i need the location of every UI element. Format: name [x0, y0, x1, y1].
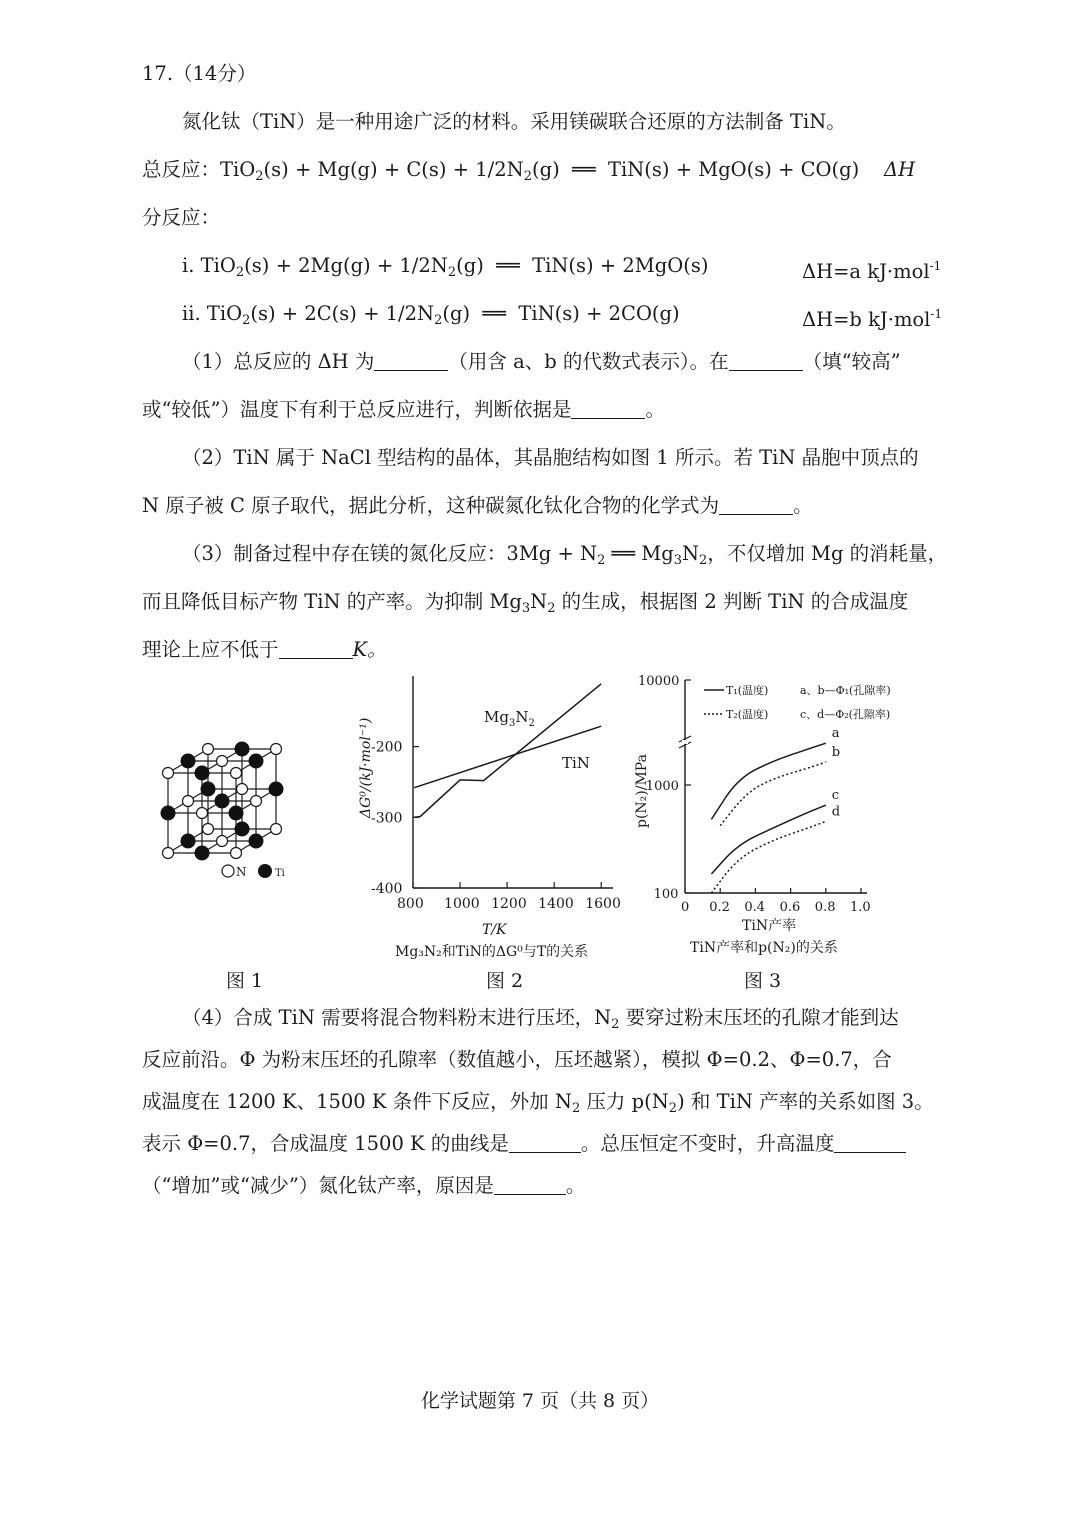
fig2-x-tick-label: 1000: [444, 896, 480, 912]
fig3-xlabel: TiN产率: [742, 918, 797, 934]
fig3-ylabel: p(N₂)/MPa: [634, 754, 650, 828]
figure2-chart: [350, 668, 630, 968]
fig2-x-tick-label: 1200: [491, 896, 527, 912]
fig2-xlabel: T/K: [482, 922, 507, 938]
ti-atom: [249, 754, 264, 769]
ti-atom: [229, 806, 244, 821]
fig3-y-tick-label: 1000: [645, 779, 679, 794]
fig3-y-tick-label: 10000: [638, 674, 680, 689]
answer-blank[interactable]: [571, 398, 645, 419]
figure2-caption: 图 2: [486, 970, 524, 992]
n-atom: [231, 848, 242, 859]
n-atom: [251, 796, 262, 807]
n-atom: [163, 768, 174, 779]
n-atom: [203, 744, 214, 755]
ti-atom: [181, 754, 196, 769]
fig3-x-tick-label: 0: [681, 900, 690, 915]
fig3-series-a: [711, 743, 825, 819]
part1-line1: （1）总反应的 ΔH 为 （用含 a、b 的代数式表示）。在 （填“较高”: [182, 350, 901, 373]
answer-blank[interactable]: [729, 350, 803, 371]
intro-text: 氮化钛（TiN）是一种用途广泛的材料。采用镁碳联合还原的方法制备 TiN。: [182, 110, 846, 133]
fig3-series-label-c: c: [831, 788, 840, 804]
part4-line3: 成温度在 1200 K、1500 K 条件下反应，外加 $N_2$ 压力 $p(N_2)$ 和 TiN 产率的关系如图 3。: [142, 1090, 934, 1116]
n-atom: [217, 756, 228, 767]
reaction-i-dh: ΔH=a kJ·mol$^{-1}$: [802, 259, 942, 283]
ti-atom: [235, 822, 250, 837]
reaction-ii: ii. $TiO_2(s) + 2C(s) + 1/2N_2(g)$ ══ TiN(s) + 2CO(g): [182, 302, 680, 328]
n-atom: [271, 824, 282, 835]
fig3-series-c: [711, 805, 825, 874]
sub-reaction-label: 分反应：: [142, 206, 221, 229]
fig3-legend: [704, 683, 891, 721]
answer-blank[interactable]: [494, 1174, 566, 1195]
part2-line2: N 原子被 C 原子取代，据此分析，这种碳氮化钛化合物的化学式为 。: [142, 494, 813, 517]
legend-phi2-label: c、d—Φ₂(孔隙率): [800, 708, 891, 721]
fig3-x-tick-label: 0.6: [779, 900, 801, 915]
total-reaction: 总反应：$TiO_2(s) + Mg(g) + C(s) + 1/2N_2(g)$ ══ TiN(s) + MgO(s) + CO(g) ΔH: [142, 158, 916, 184]
page-footer: 化学试题第 7 页（共 8 页）: [420, 1390, 660, 1412]
fig2-series-label-mg3n2: $Mg_3N_2$: [484, 708, 535, 729]
n-atom: [237, 784, 248, 795]
ti-atom: [195, 766, 210, 781]
fig2-y-tick-label: -400: [371, 881, 403, 897]
ti-atom: [249, 834, 264, 849]
answer-blank[interactable]: [279, 638, 353, 659]
fig3-series-label-d: d: [831, 804, 841, 820]
n-atom: [183, 796, 194, 807]
fig2-series-mg3n2: [414, 684, 601, 818]
ti-atom: [215, 794, 230, 809]
fig2-x-tick-label: 800: [397, 896, 424, 912]
fig2-series-label-tin: TiN: [562, 754, 590, 772]
part3-line1: （3）制备过程中存在镁的氮化反应：$3Mg + N_2$ ══ $Mg_3N_2$，不仅增加 Mg 的消耗量，: [182, 542, 948, 568]
question-header: 17.（14分）: [142, 62, 257, 85]
n-atom: [197, 808, 208, 819]
answer-blank[interactable]: [719, 494, 793, 515]
n-atom: [163, 848, 174, 859]
fig2-title: Mg₃N₂和TiN的ΔG⁰与T的关系: [395, 944, 589, 960]
figure3-caption: 图 3: [744, 970, 782, 992]
figure1-legend: [220, 860, 300, 882]
fig2-y-tick-label: -200: [371, 739, 403, 756]
n-atom: [231, 768, 242, 779]
legend-ti-atom-icon: [258, 864, 272, 878]
part4-line2: 反应前沿。Φ 为粉末压坯的孔隙率（数值越小，压坯越紧），模拟 Φ=0.2、Φ=0.7，合: [142, 1048, 892, 1071]
legend-phi1-label: a、b—Φ₁(孔隙率): [800, 684, 891, 697]
ti-atom: [161, 806, 176, 821]
answer-blank[interactable]: [509, 1132, 581, 1153]
ti-atom: [201, 782, 216, 797]
ti-atom: [235, 742, 250, 757]
answer-blank[interactable]: [374, 350, 448, 371]
reaction-ii-dh: ΔH=b kJ·mol$^{-1}$: [802, 307, 943, 331]
answer-blank[interactable]: [834, 1132, 906, 1153]
figure3-chart: [632, 668, 922, 968]
part4-line5: （“增加”或“减少”）氮化钛产率，原因是 。: [142, 1174, 586, 1197]
fig3-x-tick-label: 0.4: [744, 900, 766, 915]
ti-atom: [181, 834, 196, 849]
fig3-series-label-b: b: [831, 745, 841, 761]
fig2-x-tick-label: 1600: [585, 896, 621, 912]
fig2-ylabel: ΔG⁰/(kJ·mol⁻¹): [358, 717, 374, 818]
ti-atom: [269, 782, 284, 797]
legend-n-label: N: [236, 865, 247, 879]
part4-line1: （4）合成 TiN 需要将混合物料粉末进行压坯，$N_2$ 要穿过粉末压坯的孔隙才能到达: [182, 1006, 899, 1032]
fig3-x-tick-label: 0.8: [814, 900, 836, 915]
figure1-caption: 图 1: [226, 970, 264, 992]
n-atom: [217, 836, 228, 847]
fig2-x-tick-label: 1400: [538, 896, 574, 912]
fig3-x-tick-label: 1.0: [850, 900, 871, 915]
ti-atom: [195, 846, 210, 861]
fig2-y-tick-label: -300: [371, 810, 403, 827]
n-atom: [271, 744, 282, 755]
part4-line4: 表示 Φ=0.7，合成温度 1500 K 的曲线是 。总压恒定不变时，升高温度: [142, 1130, 906, 1158]
legend-n-atom-icon: [222, 865, 234, 877]
fig3-series-b: [720, 762, 826, 826]
fig3-x-tick-label: 0.2: [709, 900, 730, 915]
legend-t1-label: T₁(温度): [726, 684, 769, 697]
fig3-title: TiN产率和p(N₂)的关系: [690, 940, 838, 956]
part3-line3: 理论上应不低于 K。: [142, 638, 387, 661]
part3-line2: 而且降低目标产物 TiN 的产率。为抑制 $Mg_3N_2$ 的生成，根据图 2 判断 TiN 的合成温度: [142, 590, 909, 616]
n-atom: [203, 824, 214, 835]
fig3-y-tick-label: 100: [653, 887, 679, 902]
legend-t2-label: T₂(温度): [726, 708, 769, 721]
part1-line2: 或“较低”）温度下有利于总反应进行，判断依据是 。: [142, 398, 665, 421]
legend-ti-label: Ti: [275, 868, 285, 879]
fig3-series-d: [711, 821, 825, 893]
part2-line1: （2）TiN 属于 NaCl 型结构的晶体，其晶胞结构如图 1 所示。若 TiN 晶胞中顶点的: [182, 446, 919, 469]
fig3-series-label-a: a: [831, 726, 840, 742]
reaction-i: i. $TiO_2(s) + 2Mg(g) + 1/2N_2(g)$ ══ TiN(s) + 2MgO(s): [182, 254, 709, 280]
